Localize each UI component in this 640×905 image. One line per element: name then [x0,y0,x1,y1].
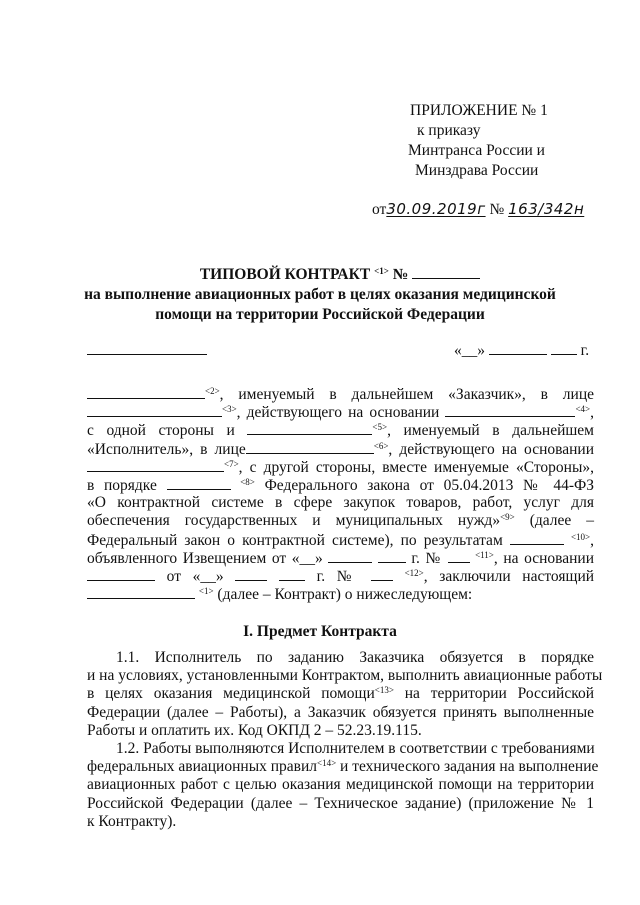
blank-line [551,341,577,355]
footnote-ref: <1> [374,266,389,276]
paragraph-row: Российской Федерации (далее – Техническое задание) (приложение № 1 [87,794,594,812]
footnote-ref: <6> [373,440,389,451]
title-line-3: помощи на территории Российской Федерации [155,306,485,323]
preamble-text: , на основании [493,549,595,567]
footnote-ref: <1> [198,586,214,597]
preamble [87,385,594,603]
preamble-text: от «__» [166,567,224,585]
preamble-text: г. № [411,549,442,567]
blank-line [87,403,222,417]
paragraph-row: 1.2. Работы выполняются Исполнителем в соответствии с требованиями [116,740,595,757]
paragraph-1-1 [87,649,603,740]
preamble-text: «О контрактной системе в сфере закупок товаров, работ, услуг для [87,494,594,512]
date-year-suffix: г. [580,342,590,359]
title-number-sign: № [392,266,409,283]
date-blank [454,341,589,361]
order-number-handwritten: 163/342н [508,200,585,218]
preamble-text: Федеральный закон о контрактной системе), по результатам [87,531,503,549]
blank-line [448,549,470,563]
paragraph-row: Работы и оплатить их. Код ОКПД 2 – 52.23.19.115. [87,721,422,739]
paragraph-row: к Контракту). [87,812,177,830]
order-reference [372,200,584,219]
paragraph-row: авиационных работ с целью оказания медицинской помощи на территории [87,776,594,794]
footnote-ref: <11> [475,549,494,560]
title-line-2: на выполнение авиационных работ в целях оказания медицинской [84,286,556,303]
preamble-text: , действующего на основании [236,404,440,422]
order-number-label: № [489,201,505,218]
blank-line [235,567,267,581]
blank-line [87,585,195,599]
title-main: ТИПОВОЙ КОНТРАКТ [199,266,371,283]
paragraph-row: Федерации (далее – Работы), а Заказчик обязуется принять выполненные [87,703,594,721]
order-from-label: от [372,201,387,218]
preamble-row [87,458,594,476]
blank-line [371,567,393,581]
footnote-ref: <14> [317,758,337,769]
footnote-ref: <3> [222,404,237,415]
blank-line [279,567,305,581]
footnote-ref: <5> [372,422,388,433]
place-blank [87,341,207,361]
paragraph-row: и на условиях, установленными Контрактом, выполнить авиационные работы [87,667,603,685]
preamble-row: Федеральный закон о контрактной системе), по результатам $^{<10>}$, [87,531,594,549]
preamble-text: обеспечения государственных и муниципальных нужд» [87,512,501,530]
preamble-row [87,494,594,512]
preamble-row [87,549,594,567]
contract-number-blank [412,266,480,279]
appendix-line: Минздрава России [415,162,539,179]
footnote-ref: <13> [374,685,394,696]
blank-line [328,549,372,563]
paragraph-text: и технического задания на выполнение [340,758,599,776]
blank-line [246,440,374,454]
preamble-text: объявленного Извещением от «__» [87,549,323,567]
preamble-text: , заключили настоящий [423,567,595,585]
paragraph-text: на территории Российской [404,685,595,703]
preamble-text: , действующего на основании [388,440,594,458]
preamble-text: , с другой стороны, вместе именуемые «Стороны», [238,458,594,476]
contract-title [0,265,640,325]
appendix-header [410,101,548,181]
blank-line [87,458,224,472]
paragraph-row: 1.1. Исполнитель по заданию Заказчика обязуется в порядке [116,649,594,666]
paragraph-text: в целях оказания медицинской помощи [87,685,375,703]
blank-line [87,341,207,355]
blank-line [510,531,564,545]
footnote-ref: <10> [570,531,591,542]
order-date-handwritten: 30.09.2019г [386,200,486,218]
footnote-ref: <8> [240,476,255,487]
date-day: «__» [454,342,485,359]
preamble-row [87,585,594,603]
preamble-text: (далее – [529,512,595,530]
paragraph-row [87,758,599,776]
paragraph-text: федеральных авиационных правил [87,758,318,776]
appendix-title: ПРИЛОЖЕНИЕ № 1 [410,102,548,119]
footnote-ref: <12> [404,567,424,578]
blank-line [167,476,231,490]
preamble-row: $^{<3>}$, действующего на основании $^{<4>}$, [87,403,594,421]
preamble-text: «Исполнитель», в лице [87,440,246,458]
preamble-text: , именуемый в дальнейшем «Заказчик», в лице [219,386,594,403]
appendix-line: к приказу [417,122,481,139]
preamble-row [87,476,594,494]
preamble-row [87,512,594,530]
preamble-text: в порядке [87,476,157,494]
paragraph-row [87,685,594,703]
footnote-ref: <4> [575,404,591,415]
blank-line [87,567,155,581]
section-heading: I. Предмет Контракта [243,623,397,640]
preamble-text: с одной стороны и [87,422,235,440]
preamble-row [87,567,594,585]
blank-line [378,549,406,563]
blank-line [247,421,372,435]
blank-line [445,403,575,417]
footnote-ref: <2> [205,386,220,396]
blank-line [87,385,205,399]
preamble-text: (далее – Контракт) о нижеследующем: [217,586,473,604]
footnote-ref: <7> [224,458,239,469]
preamble-text: г. № [316,567,360,585]
preamble-text: Федерального закона от 05.04.2013 № 44-ФЗ [264,476,595,494]
preamble-row [87,421,594,439]
preamble-row [87,440,594,458]
preamble-text: , именуемый в дальнейшем [387,422,594,440]
footnote-ref: <9> [500,512,515,523]
blank-line [489,341,547,355]
paragraph-1-2 [87,740,599,831]
appendix-line: Минтранса России и [408,142,545,159]
preamble-row [87,385,594,403]
